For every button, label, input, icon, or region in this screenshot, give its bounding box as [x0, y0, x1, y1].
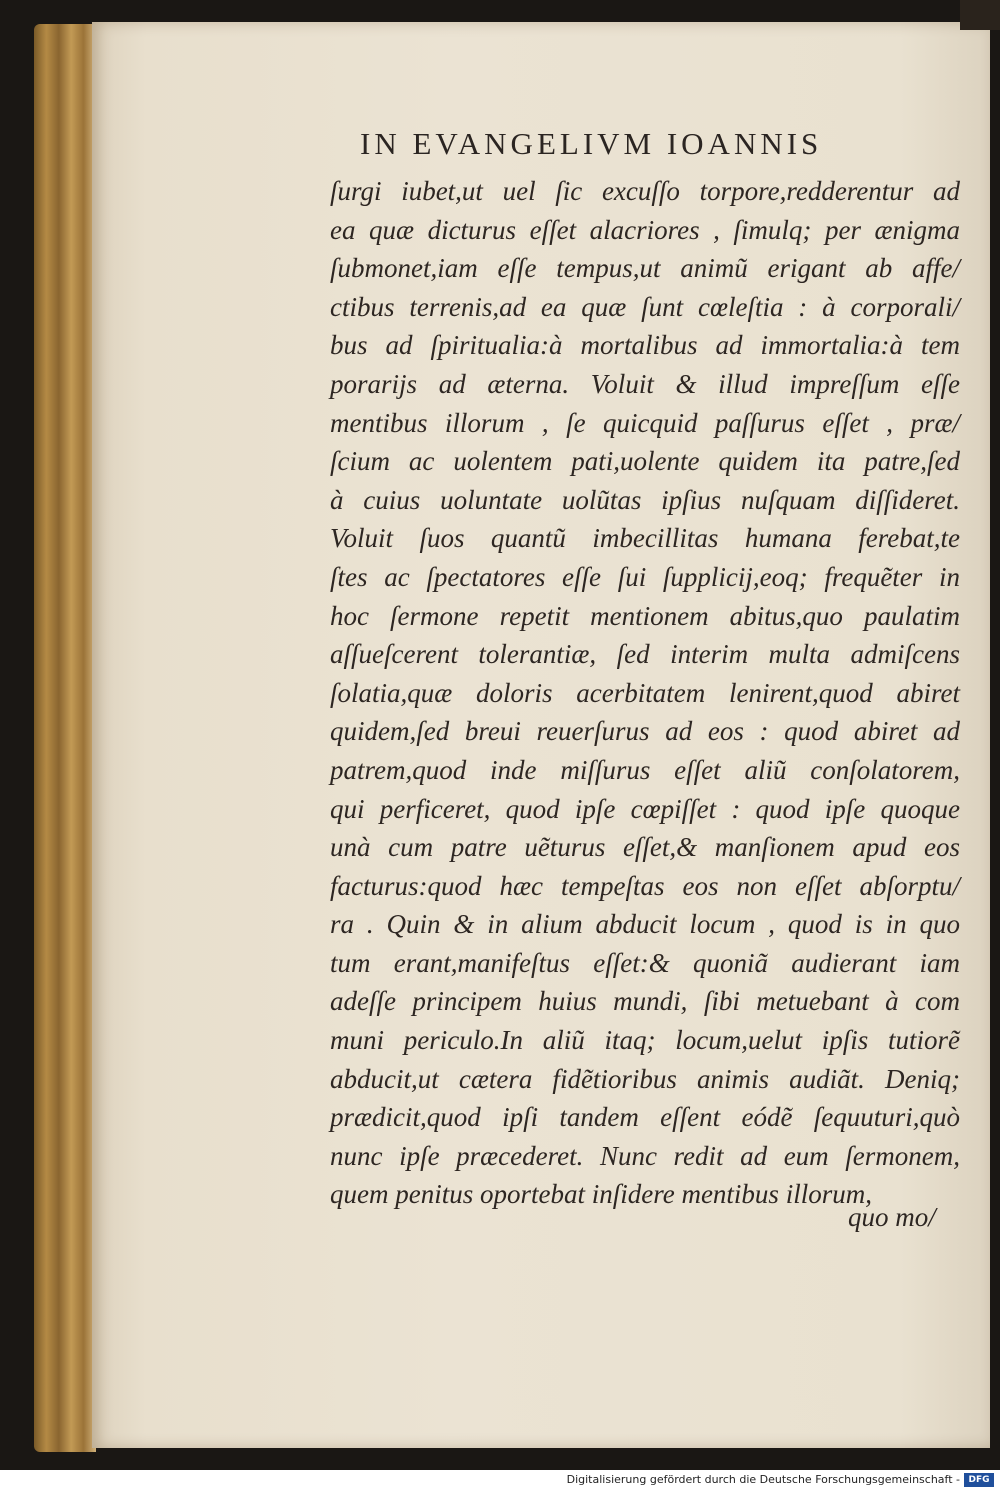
text-line: bus ad ſpiritualia:à mortalibus ad immortalia:à tem — [330, 330, 960, 361]
text-line: tum erant,manifeſtus eſſet:& quoniã audierant iam — [330, 947, 960, 978]
funding-notice: Digitalisierung gefördert durch die Deutsche Forschungsgemeinschaft - — [566, 1473, 960, 1486]
text-line: qui perficeret, quod ipſe cœpiſſet : quod ipſe quoque — [330, 793, 960, 824]
body-text — [330, 172, 960, 1214]
text-line: unà cum patre uẽturus eſſet,& manſionem apud eos — [330, 832, 960, 863]
text-line: ra . Quin & in alium abducit locum , quod is in quo — [330, 909, 960, 940]
scan-background-corner — [960, 0, 1000, 30]
text-line: ctibus terrenis,ad ea quæ ſunt cœleſtia : à corporali/ — [330, 291, 960, 322]
text-line: ſtes ac ſpectatores eſſe ſui ſupplicij,eoq; frequẽter in — [330, 561, 960, 592]
book-fore-edge — [34, 24, 96, 1452]
text-line: nunc ipſe præcederet. Nunc redit ad eum ſermonem, — [330, 1140, 960, 1171]
text-line: ſurgi iubet,ut uel ſic excuſſo torpore,redderentur ad — [330, 176, 960, 206]
text-line: quidem,ſed breui reuerſurus ad eos : quod abiret ad — [330, 716, 960, 747]
dfg-logo: DFG — [964, 1473, 994, 1487]
text-line: adeſſe principem huius mundi, ſibi metuebant à com — [330, 986, 960, 1017]
footer-bar — [0, 1470, 1000, 1491]
text-line: muni periculo.In aliũ itaq; locum,uelut ipſis tutiorẽ — [330, 1025, 960, 1056]
catchword: quo mo/ — [848, 1202, 936, 1232]
running-head: IN EVANGELIVM IOANNIS — [360, 126, 823, 161]
text-line: Voluit ſuos quantũ imbecillitas humana ferebat,te — [330, 523, 960, 554]
text-line: patrem,quod inde miſſurus eſſet aliũ conſolatorem, — [330, 754, 960, 785]
text-line: ſubmonet,iam eſſe tempus,ut animũ erigant ab affe/ — [330, 253, 960, 284]
text-line: mentibus illorum , ſe quicquid paſſurus eſſet , præ/ — [330, 407, 960, 438]
text-line: ſcium ac uolentem pati,uolente quidem ita patre,ſed — [330, 446, 960, 477]
text-line: ſolatia,quæ doloris acerbitatem lenirent,quod abiret — [330, 677, 960, 708]
text-line: aſſueſcerent tolerantiæ, ſed interim multa admiſcens — [330, 639, 960, 670]
text-line: abducit,ut cætera fidẽtioribus animis audiãt. Deniq; — [330, 1063, 960, 1094]
text-line: porarijs ad æterna. Voluit & illud impreſſum eſſe — [330, 368, 960, 399]
text-line: à cuius uoluntate uolũtas ipſius nuſquam diſſideret. — [330, 484, 960, 515]
text-line: ea quæ dicturus eſſet alacriores , ſimulq; per ænigma — [330, 214, 960, 245]
text-line: hoc ſermone repetit mentionem abitus,quo paulatim — [330, 600, 960, 631]
text-line: quem penitus oportebat inſidere mentibus illorum, — [330, 1179, 872, 1210]
text-line: facturus:quod hæc tempeſtas eos non eſſet abſorptu/ — [330, 870, 960, 901]
text-line: prædicit,quod ipſi tandem eſſent eódẽ ſequuturi,quò — [330, 1102, 960, 1133]
